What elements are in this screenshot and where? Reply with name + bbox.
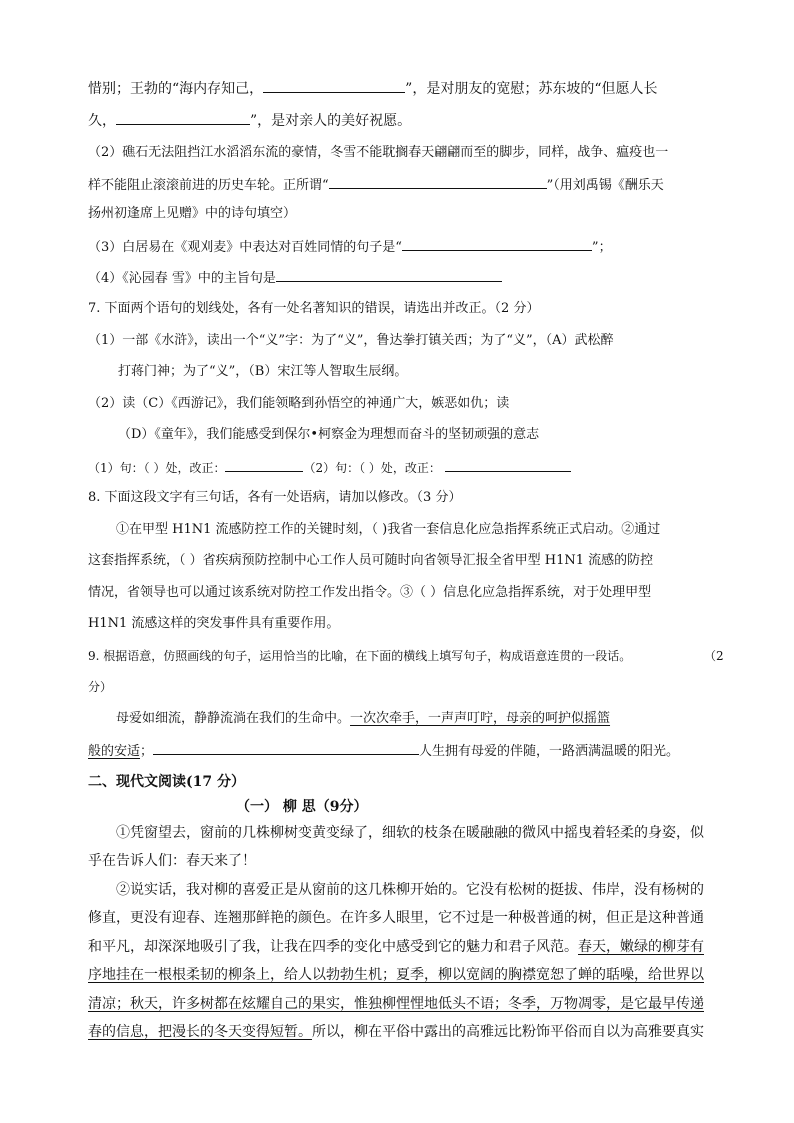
- q8-stem: 8. 下面这段文字有三句话，各有一处语病，请加以修改。（3 分）: [88, 490, 462, 505]
- q6-text: 样不能阻止滚滚前进的历史车轮。正所谓“: [88, 178, 329, 193]
- passage-para2-line-5: 清凉；秋天，许多树都在炫耀自己的果实，惟独柳悝悝地低头不语；冬季，万物凋零，是它最早传递: [88, 996, 704, 1012]
- q6-line-2: [88, 110, 411, 131]
- answer-blank[interactable]: [329, 174, 547, 189]
- underlined-sentence: 一次次牵手，一声声叮咛，母亲的呵护似摇篮: [350, 711, 611, 726]
- q9-line-1: [116, 709, 610, 729]
- q6-text: （3）白居易在《观刈麦》中表达对百姓同情的句子是“: [88, 240, 402, 255]
- passage-para1-line-1: ①凭窗望去，窗前的几株柳树变黄变绿了，细软的枝条在暖融融的微风中摇曳着轻柔的身姿，似: [116, 825, 704, 841]
- q7-answer-label: （1）句：（ ）处，改正：: [88, 461, 226, 475]
- q6-text: ”，是对亲人的美好祝愿。: [250, 113, 412, 129]
- q6-text: 惜别；王勃的“海内存知己，: [88, 81, 264, 97]
- q6-text: ”，是对朋友的宽慰；苏东坡的“但愿人长: [405, 81, 658, 97]
- passage-para2-line-1: ②说实话，我对柳的喜爱正是从窗前的这几株柳开始的。它没有松树的挺拔、伟岸，没有杨树的: [116, 882, 704, 898]
- q8-line-4: H1N1 流感这样的突发事件具有重要作用。: [88, 616, 340, 631]
- answer-blank[interactable]: [402, 236, 592, 251]
- q7-stem: 7. 下面两个语句的划线处，各有一处名著知识的错误，请选出并改正。（2 分）: [88, 301, 540, 316]
- q6-part2-line-3: 扬州初逢席上见赠》中的诗句填空）: [88, 206, 297, 221]
- q9-text: 母爱如细流，静静流淌在我们的生命中。: [116, 711, 351, 726]
- q9-text: ；: [140, 744, 154, 759]
- q6-part2-line-2: [88, 174, 664, 196]
- q6-text: ”；: [591, 240, 612, 255]
- answer-blank[interactable]: [445, 457, 571, 472]
- answer-blank[interactable]: [116, 110, 250, 125]
- q9-text: 人生拥有母爱的伴随，一路洒满温暖的阳光。: [419, 744, 680, 759]
- underlined-passage: 春的信息，把漫长的冬天变得短暂。: [88, 1024, 312, 1040]
- q6-part4: [88, 267, 502, 289]
- passage-para2-line-6: [88, 1022, 704, 1042]
- q8-line-3: 情况，省领导也可以通过该系统对防控工作发出指令。③（ ）信息化应急指挥系统，对于处理甲型: [88, 585, 652, 600]
- answer-blank[interactable]: [153, 740, 419, 755]
- q6-part3: [88, 236, 612, 258]
- q7-sentence2-line-2: （D）《童年》，我们能感受到保尔•柯察金为理想而奋斗的坚韧顽强的意志: [118, 427, 540, 442]
- q8-line-1: ①在甲型 H1N1 流感防控工作的关键时刻，（ )我省一套信息化应急指挥系统正式启动。②通过: [116, 522, 661, 537]
- q7-sentence1-line-2: 打蒋门神；为了“义”，（B）宋江等人智取生辰纲。: [118, 364, 408, 379]
- q9-stem: 9. 根据语意，仿照画线的句子，运用恰当的比喻，在下面的横线上填写句子，构成语意连贯的一段话。: [88, 649, 632, 663]
- passage-para2-line-2: 修直，更没有迎春、连翘那鲜艳的颜色。在许多人眼里，它不过是一种极普通的树，但正是这种普通: [88, 910, 704, 926]
- q6-line-1: [88, 78, 658, 99]
- q7-answer-line: [88, 457, 571, 478]
- passage-text: 所以，柳在平俗中露出的高雅远比粉饰平俗而自以为高雅要真实: [312, 1024, 704, 1040]
- q8-line-2: 这套指挥系统，（ ）省疾病预防控制中心工作人员可随时向省领导汇报全省甲型 H1N1 流感的防控: [88, 553, 654, 568]
- passage-para2-line-4: 序地挂在一根根柔韧的柳条上，给人以勃勃生机；夏季，柳以宽阔的胸襟宽恕了蝉的聒噪，给世界以: [88, 967, 704, 983]
- q6-part2-line-1: （2）礁石无法阻挡江水滔滔东流的豪情，冬雪不能耽搁春天翩翩而至的脚步，同样，战争、瘟疫也一: [88, 145, 669, 160]
- q9-line-2: [88, 740, 679, 762]
- q6-text: ”（用刘禹锡《酬乐天: [546, 178, 664, 193]
- q7-sentence2-line-1: （2）读（C）《西游记》，我们能领略到孙悟空的神通广大，嫉恶如仇；读: [88, 396, 510, 411]
- q7-sentence1-line-1: （1）一部《水浒》，读出一个“义”字：为了“义”，鲁达拳打镇关西；为了“义”，（A）武松醉: [88, 333, 614, 348]
- passage-para2-line-3: [88, 937, 704, 957]
- q9-score: （2: [704, 649, 724, 663]
- passage-title: （一） 柳 思（9分）: [236, 799, 368, 815]
- q6-text: 久，: [88, 113, 116, 129]
- answer-blank[interactable]: [276, 267, 502, 282]
- section-heading: 二、现代文阅读(17 分）: [88, 774, 245, 790]
- answer-blank[interactable]: [263, 78, 405, 93]
- passage-text: 和平凡，却深深地吸引了我，让我在四季的变化中感受到它的魅力和君子风范。: [88, 939, 578, 955]
- q7-answer-label: （2）句：（ ）处，改正：: [303, 461, 441, 475]
- passage-para1-line-2: 乎在告诉人们：春天来了！: [88, 853, 256, 869]
- q6-text: （4）《沁园春 雪》中的主旨句是: [88, 271, 276, 286]
- answer-blank[interactable]: [225, 457, 303, 472]
- underlined-sentence: 般的安适: [88, 744, 141, 759]
- q9-score-cont: 分）: [88, 680, 113, 694]
- underlined-passage: 春天，嫩绿的柳芽有: [578, 939, 704, 955]
